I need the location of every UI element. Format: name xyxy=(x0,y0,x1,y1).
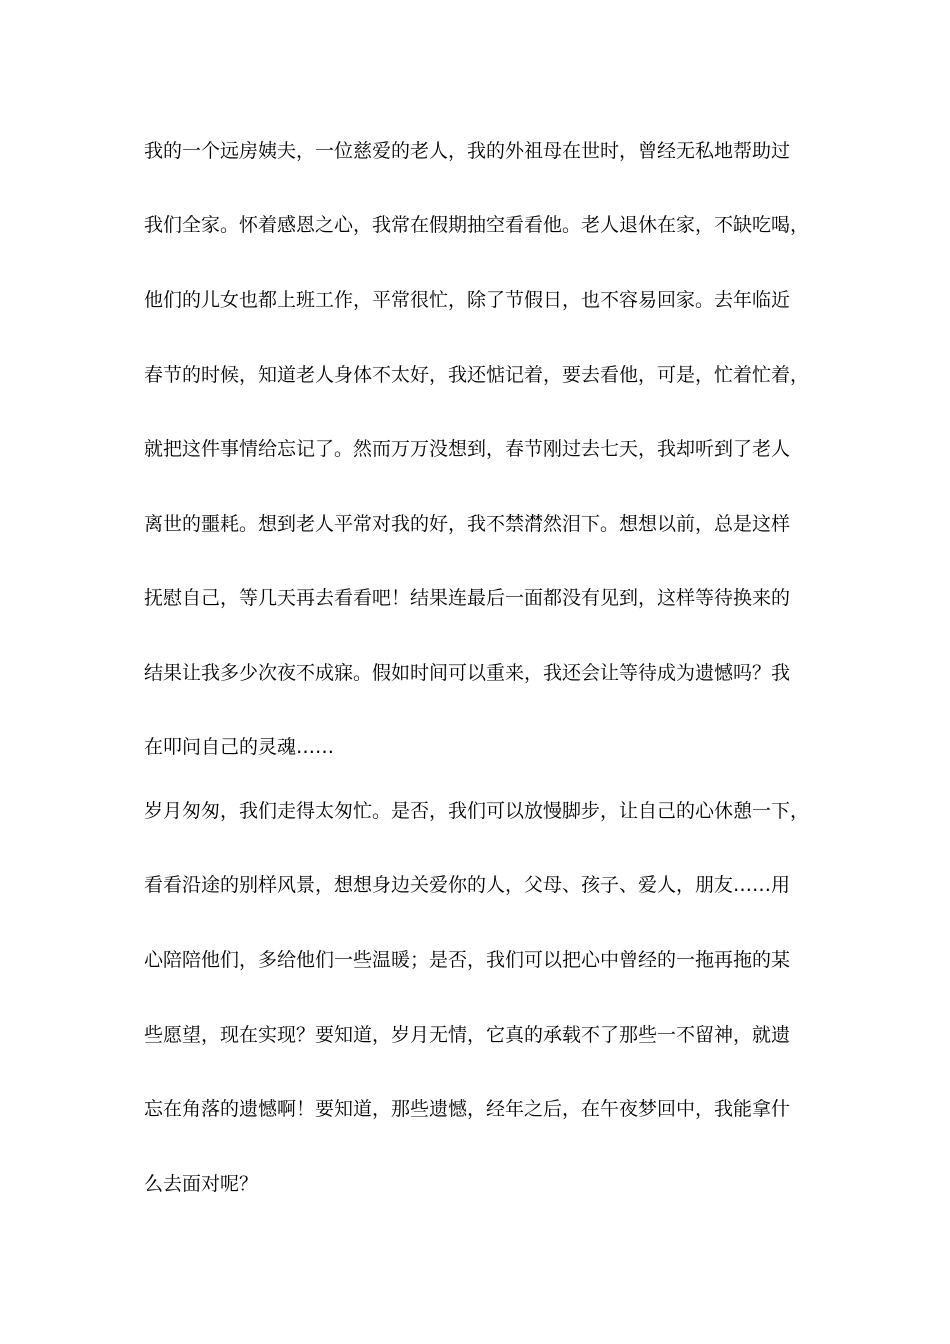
text-line: 岁月匆匆，我们走得太匆忙。是否，我们可以放慢脚步，让自己的心休憩一下， xyxy=(144,800,810,822)
text-line: 他们的儿女也都上班工作，平常很忙，除了节假日，也不容易回家。去年临近 xyxy=(144,289,791,311)
text-line: 结果让我多少次夜不成寐。假如时间可以重来，我还会让等待成为遗憾吗？我 xyxy=(144,662,791,684)
text-line: 就把这件事情给忘记了。然而万万没想到，春节刚过去七天，我却听到了老人 xyxy=(144,438,791,460)
text-line: 些愿望，现在实现？要知道，岁月无情，它真的承载不了那些一不留神，就遗 xyxy=(144,1024,791,1046)
text-line: 离世的噩耗。想到老人平常对我的好，我不禁潸然泪下。想想以前，总是这样 xyxy=(144,513,791,535)
text-line: 我的一个远房姨夫，一位慈爱的老人，我的外祖母在世时，曾经无私地帮助过 xyxy=(144,140,791,162)
text-line: 我们全家。怀着感恩之心，我常在假期抽空看看他。老人退休在家，不缺吃喝， xyxy=(144,214,810,236)
text-line: 么去面对呢？ xyxy=(144,1173,259,1195)
text-line: 忘在角落的遗憾啊！要知道，那些遗憾，经年之后，在午夜梦回中，我能拿什 xyxy=(144,1098,791,1120)
text-line: 心陪陪他们，多给他们一些温暖；是否，我们可以把心中曾经的一拖再拖的某 xyxy=(144,949,791,971)
text-line: 看看沿途的别样风景，想想身边关爱你的人，父母、孩子、爱人，朋友……用 xyxy=(144,874,791,896)
text-line: 在叩问自己的灵魂…… xyxy=(144,736,335,758)
text-line: 抚慰自己，等几天再去看看吧！结果连最后一面都没有见到，这样等待换来的 xyxy=(144,587,791,609)
text-line: 春节的时候，知道老人身体不太好，我还惦记着，要去看他，可是，忙着忙着， xyxy=(144,364,810,386)
